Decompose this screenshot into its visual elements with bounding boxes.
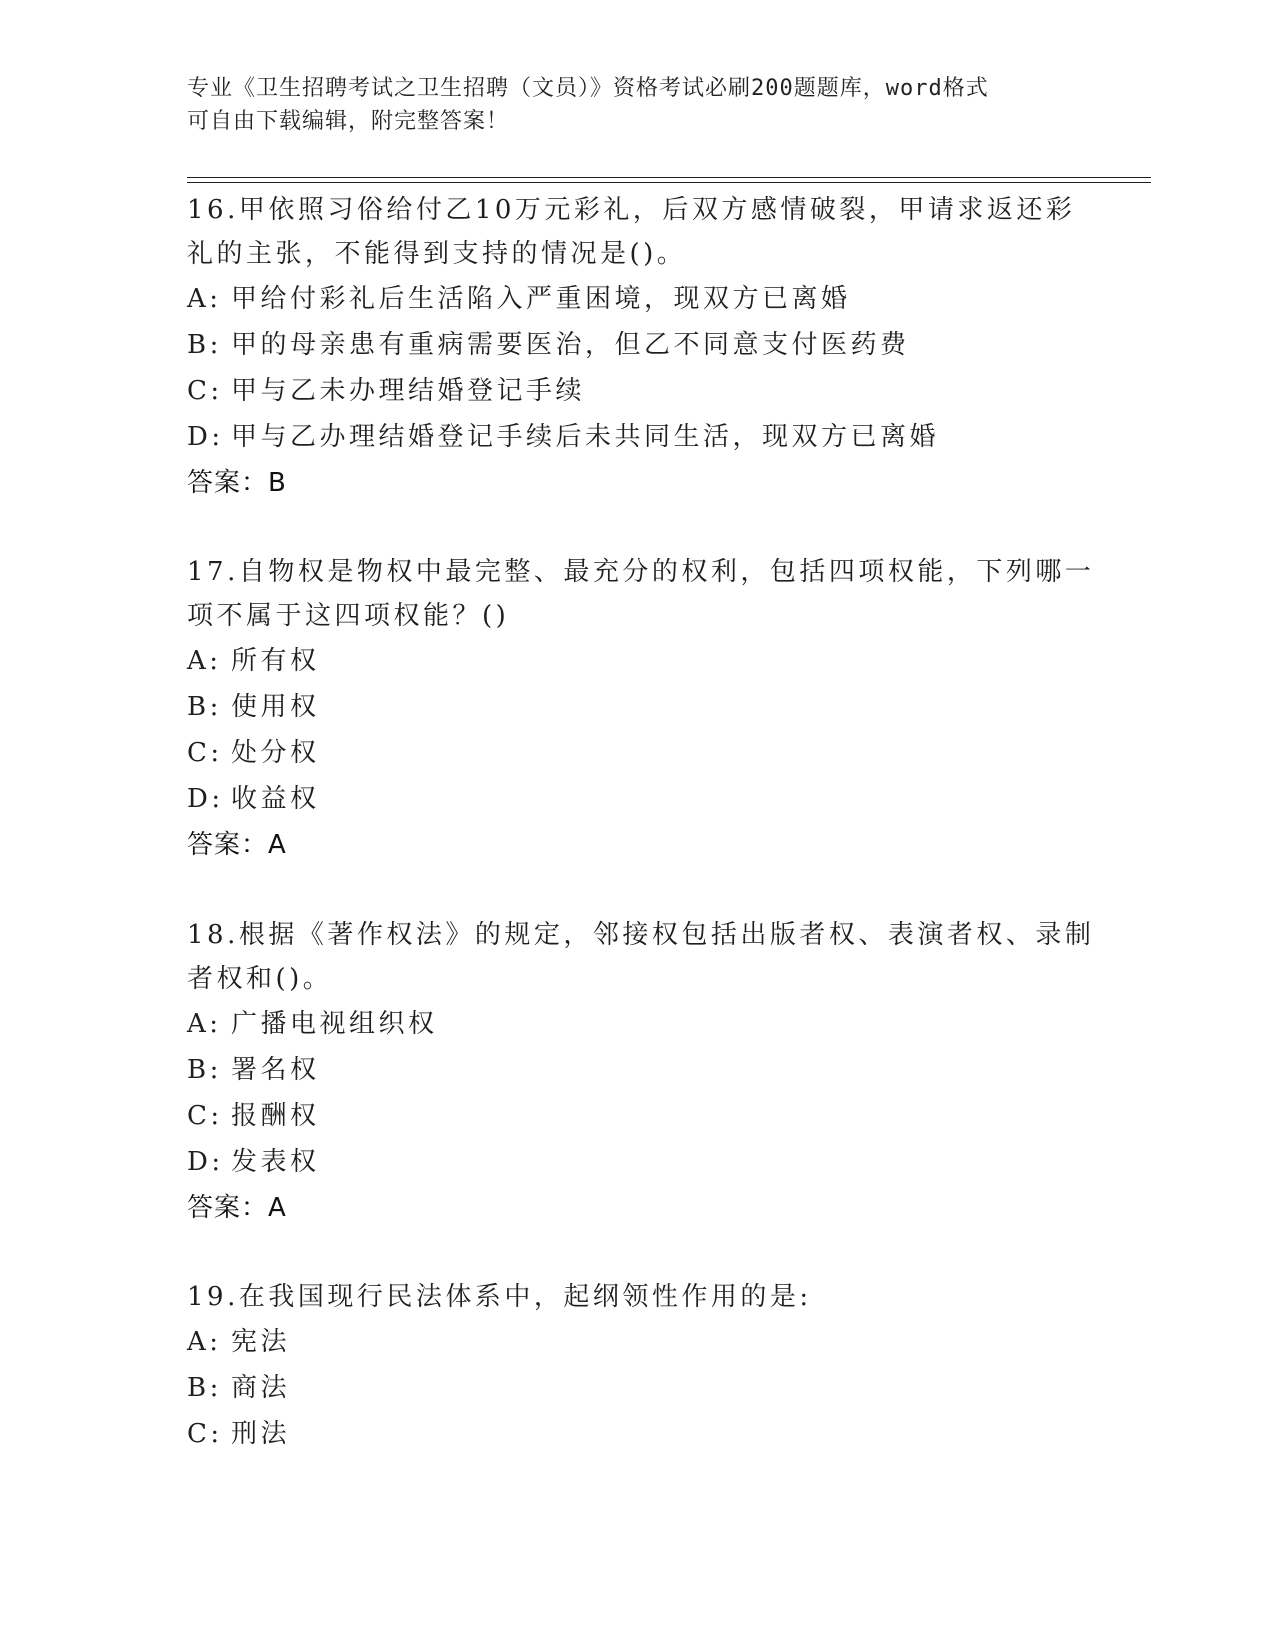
header-line-2: 可自由下载编辑，附完整答案！ bbox=[187, 109, 510, 134]
header-divider-bottom bbox=[187, 182, 1151, 183]
stem-line: 18.根据《著作权法》的规定，邻接权包括出版者权、表演者权、录制 bbox=[187, 920, 1095, 950]
question-stem bbox=[187, 188, 1087, 276]
stem-line: 16.甲依照习俗给付乙10万元彩礼，后双方感情破裂，甲请求返还彩 bbox=[187, 195, 1076, 225]
header-line-1: 专业《卫生招聘考试之卫生招聘（文员）》资格考试必刷200题题库，word格式 bbox=[187, 76, 989, 101]
question-stem bbox=[187, 913, 1095, 1001]
option-c: C: 处分权 bbox=[187, 738, 320, 768]
option-b: B: 甲的母亲患有重病需要医治，但乙不同意支付医药费 bbox=[187, 330, 910, 360]
stem-line: 17.自物权是物权中最完整、最充分的权利，包括四项权能，下列哪一 bbox=[187, 557, 1095, 587]
header-divider-top bbox=[187, 177, 1151, 178]
option-c: C: 甲与乙未办理结婚登记手续 bbox=[187, 376, 586, 406]
option-d: D: 收益权 bbox=[187, 784, 320, 814]
option-b: B: 使用权 bbox=[187, 692, 320, 722]
question-18 bbox=[187, 913, 1095, 1231]
option-b: B: 署名权 bbox=[187, 1055, 320, 1085]
question-19 bbox=[187, 1275, 1087, 1457]
option-a: A: 所有权 bbox=[187, 646, 320, 676]
question-stem bbox=[187, 550, 1095, 638]
option-d: D: 发表权 bbox=[187, 1147, 320, 1177]
stem-line: 礼的主张，不能得到支持的情况是()。 bbox=[187, 239, 687, 269]
option-a: A: 广播电视组织权 bbox=[187, 1009, 438, 1039]
stem-line: 项不属于这四项权能？() bbox=[187, 601, 510, 631]
stem-line: 19.在我国现行民法体系中，起纲领性作用的是: bbox=[187, 1282, 812, 1312]
option-b: B: 商法 bbox=[187, 1373, 291, 1403]
answer-label: 答案：A bbox=[187, 830, 287, 860]
answer-label: 答案：A bbox=[187, 1193, 287, 1223]
option-a: A: 甲给付彩礼后生活陷入严重困境，现双方已离婚 bbox=[187, 284, 851, 314]
stem-line: 者权和()。 bbox=[187, 964, 333, 994]
option-c: C: 刑法 bbox=[187, 1419, 291, 1449]
option-a: A: 宪法 bbox=[187, 1327, 291, 1357]
question-stem bbox=[187, 1275, 1087, 1319]
option-c: C: 报酬权 bbox=[187, 1101, 320, 1131]
question-17 bbox=[187, 550, 1095, 868]
option-d: D: 甲与乙办理结婚登记手续后未共同生活，现双方已离婚 bbox=[187, 422, 940, 452]
question-16 bbox=[187, 188, 1087, 506]
answer-label: 答案：B bbox=[187, 468, 287, 498]
document-header bbox=[187, 72, 1067, 138]
